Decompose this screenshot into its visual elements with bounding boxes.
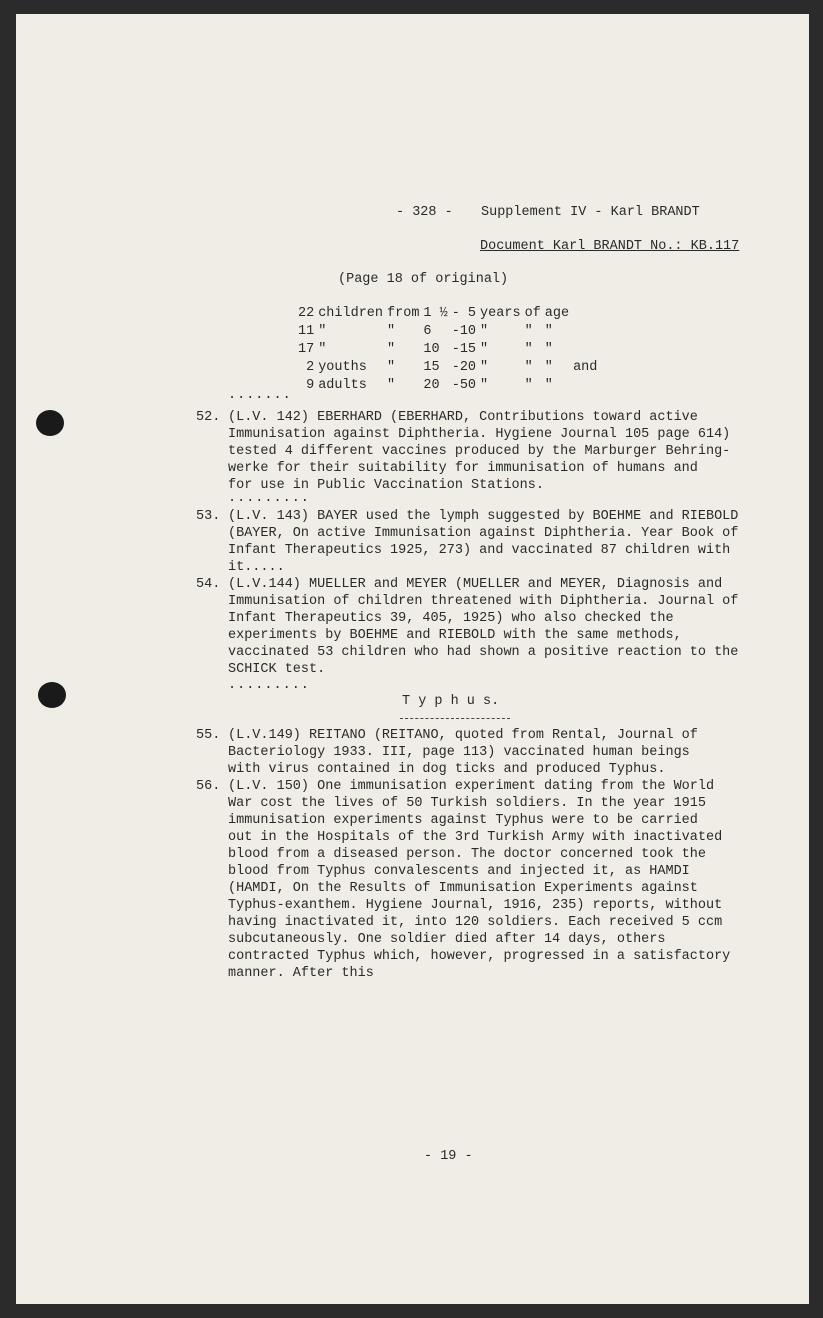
text-line: vaccinated 53 children who had shown a positive reaction to the xyxy=(228,645,739,660)
table-cell: " xyxy=(544,342,553,357)
table-cell: -20 xyxy=(451,360,477,375)
table-cell: " xyxy=(480,378,489,393)
text-line: Typhus-exanthem. Hygiene Journal, 1916, 235) reports, without xyxy=(228,898,723,913)
table-cell: " xyxy=(524,342,533,357)
table-cell: 6 xyxy=(423,324,432,339)
table-cell: 10 xyxy=(423,342,440,357)
text-line: Bacteriology 1933. III, page 113) vaccinated human beings xyxy=(228,745,690,760)
ellipsis-3: ......... xyxy=(228,678,310,693)
table-cell: 2 xyxy=(298,360,315,375)
table-cell: 20 xyxy=(423,378,440,393)
table-row xyxy=(298,305,601,323)
text-line: blood from a diseased person. The doctor concerned took the xyxy=(228,847,706,862)
text-line: blood from Typhus convalescents and injected it, as HAMDI xyxy=(228,864,690,879)
table-cell: -10 xyxy=(451,324,477,339)
text-line: with virus contained in dog ticks and produced Typhus. xyxy=(228,762,666,777)
document-page xyxy=(16,14,809,1304)
item-number-56: 56. xyxy=(196,779,221,794)
item-number-55: 55. xyxy=(196,728,221,743)
table-cell xyxy=(573,377,601,395)
table-cell: " xyxy=(387,324,396,339)
text-line: Infant Therapeutics 39, 405, 1925) who also checked the xyxy=(228,611,674,626)
text-line: (L.V. 142) EBERHARD (EBERHARD, Contributions toward active xyxy=(228,410,698,425)
table-cell: youths xyxy=(318,360,367,375)
table-row xyxy=(298,377,601,395)
text-line: out in the Hospitals of the 3rd Turkish Army with inactivated xyxy=(228,830,723,845)
table-cell: " xyxy=(524,360,533,375)
table-cell: years xyxy=(480,306,521,321)
table-cell: of xyxy=(524,306,541,321)
table-cell: " xyxy=(387,342,396,357)
page-header-number: - 328 - xyxy=(396,205,453,220)
table-row xyxy=(298,341,601,359)
table-cell: " xyxy=(318,324,327,339)
table-cell: adults xyxy=(318,378,367,393)
text-line: immunisation experiments against Typhus were to be carried xyxy=(228,813,698,828)
table-row xyxy=(298,359,601,377)
item-52-text xyxy=(228,409,730,494)
table-cell: - 5 xyxy=(451,306,477,321)
ellipsis-2: ......... xyxy=(228,491,310,506)
table-cell xyxy=(573,341,601,359)
table-cell: age xyxy=(544,306,570,321)
item-56-text xyxy=(228,778,730,982)
item-number-53: 53. xyxy=(196,509,221,524)
table-cell: -50 xyxy=(451,378,477,393)
text-line: werke for their suitability for immunisation of humans and xyxy=(228,461,698,476)
text-line: tested 4 different vaccines produced by the Marburger Behring- xyxy=(228,444,731,459)
table-cell: " xyxy=(544,378,553,393)
table-cell xyxy=(573,323,601,341)
text-line: (L.V. 150) One immunisation experiment dating from the World xyxy=(228,779,715,794)
table-cell: and xyxy=(573,360,598,375)
item-number-54: 54. xyxy=(196,577,221,592)
text-line: (BAYER, On active Immunisation against Diphtheria. Year Book of xyxy=(228,526,739,541)
table-row xyxy=(298,323,601,341)
table-cell: " xyxy=(387,378,396,393)
item-number-52: 52. xyxy=(196,410,221,425)
page-of-original: (Page 18 of original) xyxy=(338,272,509,287)
text-line: (L.V.144) MUELLER and MEYER (MUELLER and MEYER, Diagnosis and xyxy=(228,577,723,592)
text-line: Immunisation against Diphtheria. Hygiene Journal 105 page 614) xyxy=(228,427,731,442)
table-cell: " xyxy=(544,360,553,375)
item-54-text xyxy=(228,576,738,678)
text-line: contracted Typhus which, however, progressed in a satisfactory xyxy=(228,949,731,964)
table-cell: -15 xyxy=(451,342,477,357)
text-line: (L.V.149) REITANO (REITANO, quoted from Rental, Journal of xyxy=(228,728,698,743)
table-cell: " xyxy=(524,378,533,393)
text-line: (L.V. 143) BAYER used the lymph suggested by BOEHME and RIEBOLD xyxy=(228,509,739,524)
section-title-underline xyxy=(400,718,510,719)
text-line: for use in Public Vaccination Stations. xyxy=(228,478,544,493)
table-cell: " xyxy=(544,324,553,339)
ellipsis-1: ....... xyxy=(228,388,292,403)
text-line: (HAMDI, On the Results of Immunisation Experiments against xyxy=(228,881,698,896)
table-cell: " xyxy=(480,324,489,339)
text-line: SCHICK test. xyxy=(228,662,326,677)
text-line: manner. After this xyxy=(228,966,374,981)
text-line: Infant Therapeutics 1925, 273) and vaccinated 87 children with xyxy=(228,543,731,558)
table-cell: 15 xyxy=(423,360,440,375)
table-cell: 9 xyxy=(298,378,315,393)
document-reference: Document Karl BRANDT No.: KB.117 xyxy=(480,239,740,254)
section-title-typhus: T y p h u s. xyxy=(402,694,500,709)
table-cell: 11 xyxy=(298,324,315,339)
text-line: it..... xyxy=(228,560,285,575)
footer-page-number: - 19 - xyxy=(424,1149,473,1164)
text-line: subcutaneously. One soldier died after 14 days, others xyxy=(228,932,666,947)
text-line: Immunisation of children threatened with Diphtheria. Journal of xyxy=(228,594,739,609)
item-53-text xyxy=(228,508,738,576)
punch-hole-top xyxy=(36,410,64,436)
table-cell: children xyxy=(318,306,384,321)
children-age-table xyxy=(298,305,601,395)
item-55-text xyxy=(228,727,698,778)
table-cell: " xyxy=(480,360,489,375)
text-line: War cost the lives of 50 Turkish soldiers. In the year 1915 xyxy=(228,796,706,811)
table-cell: " xyxy=(524,324,533,339)
table-cell xyxy=(573,305,601,323)
table-cell: 22 xyxy=(298,306,315,321)
table-cell: from xyxy=(387,306,420,321)
punch-hole-bottom xyxy=(38,682,66,708)
table-cell: 1 ½ xyxy=(423,306,448,321)
supplement-title: Supplement IV - Karl BRANDT xyxy=(481,205,700,220)
table-cell: " xyxy=(387,360,396,375)
text-line: experiments by BOEHME and RIEBOLD with the same methods, xyxy=(228,628,682,643)
table-cell: " xyxy=(480,342,489,357)
text-line: having inactivated it, into 120 soldiers. Each received 5 ccm xyxy=(228,915,723,930)
table-cell: 17 xyxy=(298,342,315,357)
table-cell: " xyxy=(318,342,327,357)
